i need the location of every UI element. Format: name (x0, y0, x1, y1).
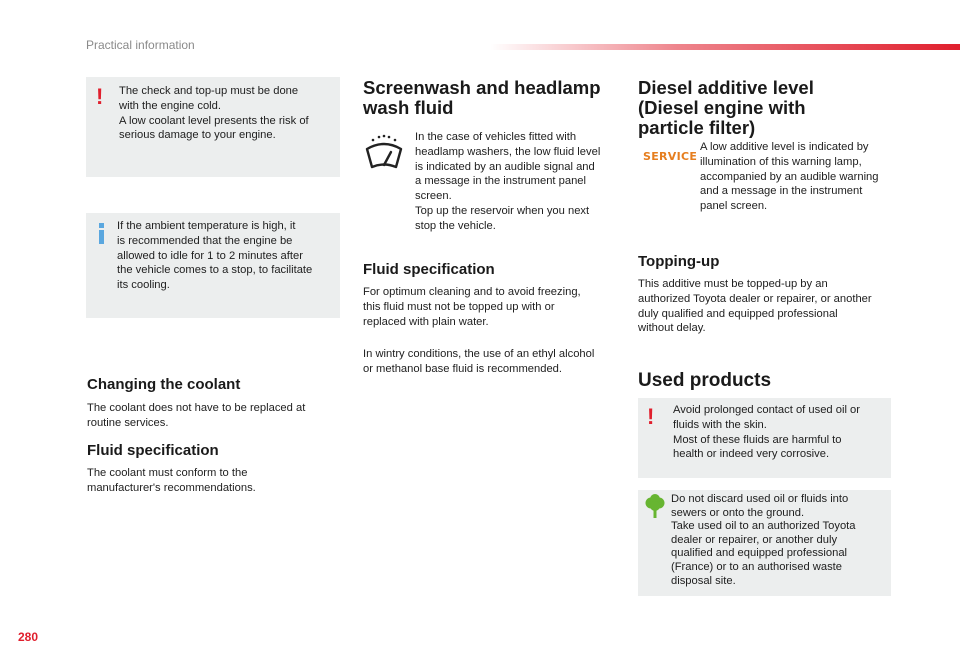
header-accent-bar (490, 44, 960, 50)
info-icon (98, 223, 105, 244)
screenwash-fluid-spec-heading: Fluid specification (363, 261, 495, 278)
coolant-info-text: If the ambient temperature is high, it is recommended that the engine be allowed to idle for 1 to 2 minutes after the vehicle comes to a stop, to facilitate its cooling. (117, 220, 313, 292)
screenwash-heading: Screenwash and headlamp wash fluid (363, 77, 601, 118)
topping-up-text: This additive must be topped-up by an authorized Toyota dealer or repairer, or another duly qualified and equipped professional without delay. (638, 278, 872, 335)
coolant-warning-box (86, 77, 340, 177)
diesel-additive-heading: Diesel additive level (Diesel engine with particle filter) (638, 77, 814, 138)
screenwash-fluid-spec-para1: For optimum cleaning and to avoid freezing, this fluid must not be topped up with or replaced with plain water. (363, 286, 581, 328)
environment-tree-icon (644, 494, 666, 520)
changing-coolant-text: The coolant does not have to be replaced at routine services. (87, 402, 306, 429)
used-products-heading: Used products (638, 370, 772, 391)
used-products-warning-text: Avoid prolonged contact of used oil or fluids with the skin. Most of these fluids are harmful to health or indeed very corrosive. (673, 404, 860, 461)
used-products-eco-text: Do not discard used oil or fluids into sewers or onto the ground. Take used oil to an authorized Toyota dealer or repairer, or another duly qualified and equipped professional (France) or to an authorised waste disposal site. (671, 493, 856, 587)
page-number: 280 (18, 630, 39, 644)
section-title: Practical information (86, 38, 195, 52)
coolant-info-box (86, 213, 340, 318)
screenwash-warning-text: In the case of vehicles fitted with headlamp washers, the low fluid level is indicated by an audible signal and a message in the instrument panel screen. Top up the reservoir when you next stop the vehicle. (415, 131, 601, 232)
screenwash-fluid-spec-para2: In wintry conditions, the use of an ethyl alcohol or methanol base fluid is recommended. (363, 348, 595, 375)
service-warning-lamp-icon: SERVICE (643, 150, 698, 163)
coolant-warning-text: The check and top-up must be done with the engine cold. A low coolant level presents the risk of serious damage to your engine. (119, 85, 309, 142)
diesel-additive-text: A low additive level is indicated by illumination of this warning lamp, accompanied by an audible warning and a message in the instrument panel screen. (700, 141, 879, 213)
coolant-fluid-spec-text: The coolant must conform to the manufacturer's recommendations. (87, 467, 256, 494)
changing-coolant-heading: Changing the coolant (87, 376, 241, 393)
coolant-fluid-spec-heading: Fluid specification (87, 442, 219, 459)
used-products-warning-box (638, 398, 891, 478)
topping-up-heading: Topping-up (638, 253, 720, 270)
warning-exclamation-icon: ! (647, 404, 655, 429)
used-products-eco-box (638, 490, 891, 596)
warning-exclamation-icon: ! (96, 84, 104, 109)
windscreen-washer-icon (364, 134, 404, 174)
